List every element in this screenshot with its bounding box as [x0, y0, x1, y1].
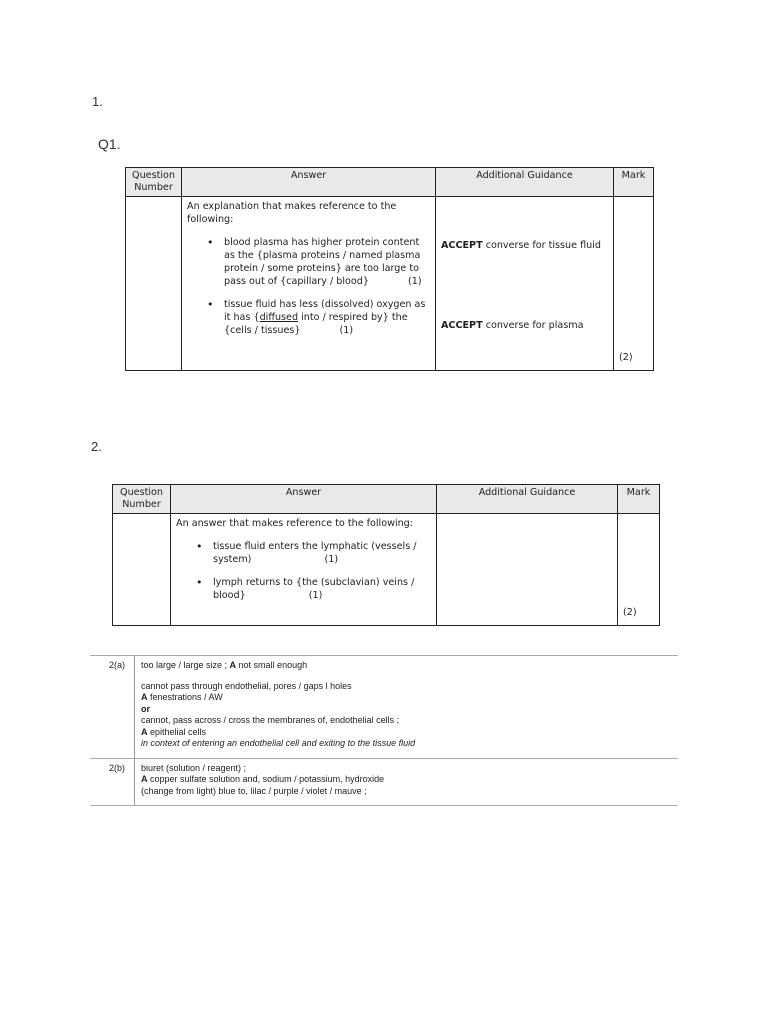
line-2a-5: A epithelial cells — [141, 726, 207, 737]
q1-points — [187, 236, 430, 337]
q2-point — [176, 576, 431, 602]
answer-2b — [135, 759, 384, 806]
q1-mark-scheme-table — [125, 167, 654, 371]
q2-point-mark: (1) — [324, 554, 339, 565]
q2-total-mark: (2) — [623, 607, 637, 618]
q1-point — [187, 298, 430, 337]
q1-point-mark: (1) — [408, 276, 422, 287]
header-answer: Answer — [171, 485, 437, 514]
heading-q1: Q1. — [98, 136, 121, 152]
q2-guidance-cell — [437, 514, 618, 626]
q2-question-number-cell — [113, 514, 171, 626]
q1-point-text: tissue fluid has less (dissolved) oxygen as it has { — [224, 299, 426, 323]
row-2a — [90, 655, 678, 758]
q2-mark-scheme-table — [112, 484, 660, 626]
q2-ab-mark-scheme — [90, 655, 678, 806]
q1-question-number-cell — [126, 197, 182, 371]
q1-answer-cell — [182, 197, 436, 371]
num-2a: 2(a) — [90, 656, 135, 758]
q2-point-mark: (1) — [308, 590, 323, 601]
line-2b-1: biuret (solution / reagent) ; — [141, 762, 247, 773]
q2-answer-row — [113, 514, 660, 626]
q1-point-text: blood plasma has higher protein content as the {plasma proteins / named plasma protein / some proteins} are too large to pass out of {capillary / blood} — [224, 237, 421, 287]
q2-mark-cell — [618, 514, 660, 626]
header-additional-guidance: Additional Guidance — [437, 485, 618, 514]
q2-answer-cell — [171, 514, 437, 626]
q1-guidance-cell — [436, 197, 614, 371]
q1-guidance-1: ACCEPT converse for tissue fluid — [441, 240, 601, 251]
q1-intro: An explanation that makes reference to the following: — [187, 201, 397, 225]
q1-mark-cell — [614, 197, 654, 371]
heading-2: 2. — [91, 439, 102, 454]
q2-point-text: tissue fluid enters the lymphatic (vessels / system) — [213, 541, 417, 565]
row-2b — [90, 758, 678, 807]
q1-point-text-after: into / respired by} the {cells / tissues} — [224, 312, 408, 336]
q2-point-text: lymph returns to {the (subclavian) veins / blood} — [213, 577, 415, 601]
q2-intro: An answer that makes reference to the following: — [176, 518, 414, 529]
q1-point-mark: (1) — [339, 325, 354, 336]
line-2a-1: too large / large size ; A not small enough — [141, 660, 308, 670]
header-question-number: Question Number — [113, 485, 171, 514]
q1-header-row — [126, 168, 654, 197]
line-2a-or: or — [141, 703, 150, 714]
q2-points — [176, 540, 431, 602]
q2-header-row — [113, 485, 660, 514]
q1-answer-row — [126, 197, 654, 371]
header-question-number: Question Number — [126, 168, 182, 197]
answer-2a — [135, 656, 415, 758]
q2-point — [176, 540, 431, 566]
header-additional-guidance: Additional Guidance — [436, 168, 614, 197]
num-2b: 2(b) — [90, 759, 135, 806]
line-2a-4: cannot, pass across / cross the membranes of, endothelial cells ; — [141, 715, 400, 725]
line-2b-3: (change from light) blue to, lilac / purple / violet / mauve ; — [141, 785, 367, 796]
q1-point — [187, 236, 430, 288]
header-answer: Answer — [182, 168, 436, 197]
line-2a-3: A fenestrations / AW — [141, 692, 223, 702]
line-2a-2: cannot pass through endothelial, pores / gaps l holes — [141, 680, 352, 691]
q1-guidance-2: ACCEPT converse for plasma — [441, 320, 584, 331]
header-mark: Mark — [614, 168, 654, 197]
q1-total-mark: (2) — [619, 352, 633, 363]
line-2b-2: A copper sulfate solution and, sodium / potassium, hydroxide — [141, 774, 385, 784]
line-2a-6: in context of entering an endothelial cell and exiting to the tissue fluid — [141, 738, 416, 748]
q1-point-underlined: diffused — [259, 312, 299, 323]
heading-1: 1. — [92, 94, 103, 109]
header-mark: Mark — [618, 485, 660, 514]
